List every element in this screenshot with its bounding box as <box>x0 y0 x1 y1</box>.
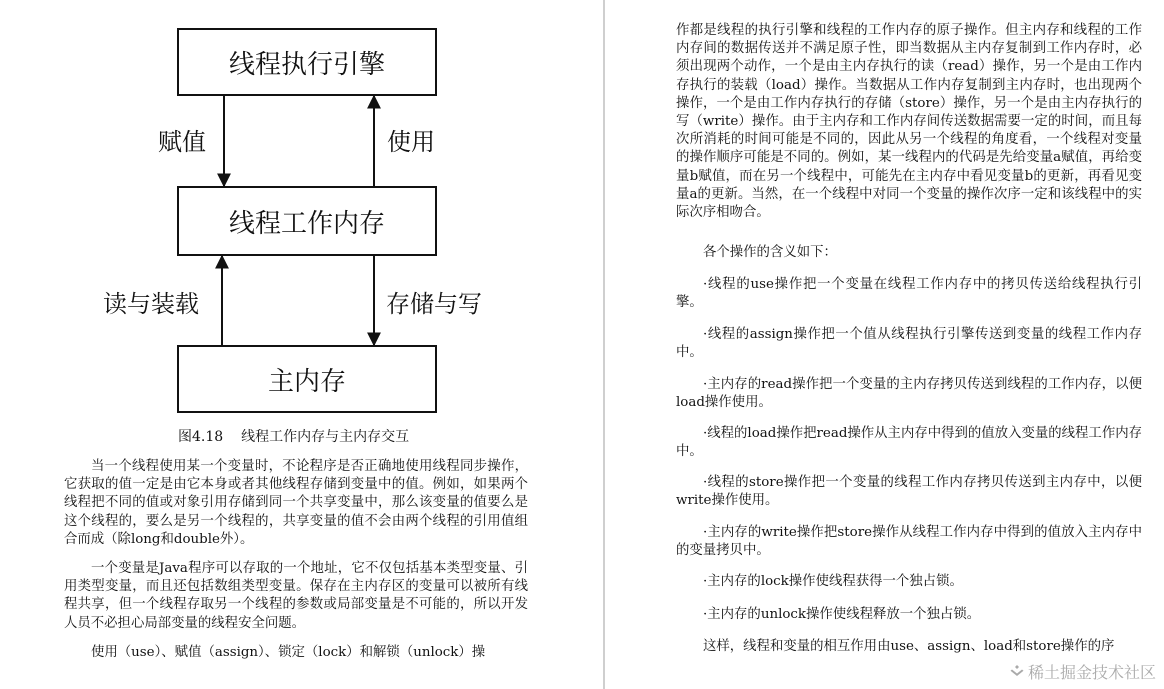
op-store: ·线程的store操作把一个变量的线程工作内存拷贝传送到主内存中，以便write操作使用。 <box>676 475 1142 509</box>
left-paragraph-3: 使用（use）、赋值（assign）、锁定（lock）和解锁（unlock）操 <box>91 645 486 660</box>
op-write: ·主内存的write操作把store操作从线程工作内存中得到的值放入主内存中的变量拷贝中。 <box>676 525 1142 559</box>
right-page <box>606 0 1164 689</box>
caption-text: 线程工作内存与主内存交互 <box>241 429 410 445</box>
main-memory-label: 主内存 <box>267 366 346 397</box>
figure-caption <box>178 426 409 446</box>
op-lock: ·主内存的lock操作使线程获得一个独占锁。 <box>703 574 963 589</box>
caption-number: 图4.18 <box>178 429 224 445</box>
op-assign: ·线程的assign操作把一个值从线程执行引擎传送到变量的线程工作内存中。 <box>676 327 1142 361</box>
store-write-label: 存储与写 <box>386 290 482 318</box>
page-gutter <box>603 0 605 689</box>
assign-label: 赋值 <box>158 128 206 156</box>
operations-intro: 各个操作的含义如下： <box>703 245 837 260</box>
working-memory-label: 线程工作内存 <box>228 208 385 239</box>
op-read: ·主内存的read操作把一个变量的主内存拷贝传送到线程的工作内存，以便load操作使用。 <box>676 377 1142 411</box>
left-paragraph-2: 一个变量是Java程序可以存取的一个地址，它不仅包括基本类型变量、引用类型变量，而且还包括数组类型变量。保存在主内存区的变量可以被所有线程共享，但一个线程存取另一个线程的参数或局部变量是不可能的，所以开发人员不必担心局部变量的线程安全问题。 <box>64 561 528 631</box>
op-unlock: ·主内存的unlock操作使线程释放一个独占锁。 <box>703 607 981 622</box>
right-paragraph-continuation: 作都是线程的执行引擎和线程的工作内存的原子操作。但主内存和线程的工作内存间的数据传送并不满足原子性，即当数据从主内存复制到工作内存时，必须出现两个动作，一个是由主内存执行的读（read）操作，另一个是由工作内存执行的装载（load）操作。当数据从工作内存复制到主内存时，也出现两个操作，一个是由工作内存执行的存储（store）操作，另一个是由主内存执行的写（write）操作。由于主内存和工作内存间传送数据需要一定的时间，而且每次所消耗的时间可能是不同的，因此从另一个线程的角度看，一个线程对变量的操作顺序可能是不同的。例如，某一线程内的代码是先给变量a赋值，再给变量b赋值，而在另一个线程中，可能先在主内存中看见变量b的更新，再看见变量a的更新。当然，在一个线程中对同一个变量的操作次序一定和该线程中的实际次序相吻合。 <box>676 23 1142 221</box>
op-load: ·线程的load操作把read操作从主内存中得到的值放入变量的线程工作内存中。 <box>676 426 1142 460</box>
watermark-text: 稀土掘金技术社区 <box>1027 663 1156 682</box>
execution-engine-box <box>177 28 437 96</box>
left-paragraph-1: 当一个线程使用某一个变量时，不论程序是否正确地使用线程同步操作，它获取的值一定是由它本身或者其他线程存储到变量中的值。例如，如果两个线程把不同的值或对象引用存储到同一个共享变量中，那么该变量的值要么是这个线程的，要么是另一个线程的，共享变量的值不会由两个线程的引用值组合而成（除long和double外）。 <box>64 459 528 547</box>
op-use: ·线程的use操作把一个变量在线程工作内存中的拷贝传送给线程执行引擎。 <box>676 277 1142 311</box>
working-memory-box <box>177 186 437 256</box>
watermark <box>1009 660 1156 683</box>
main-memory-box <box>177 345 437 413</box>
right-paragraph-final: 这样，线程和变量的相互作用由use、assign、load和store操作的序 <box>703 639 1115 654</box>
execution-engine-label: 线程执行引擎 <box>228 49 385 80</box>
use-label: 使用 <box>387 128 435 156</box>
juejin-logo-icon <box>1009 663 1025 682</box>
read-load-label: 读与装载 <box>103 290 199 318</box>
